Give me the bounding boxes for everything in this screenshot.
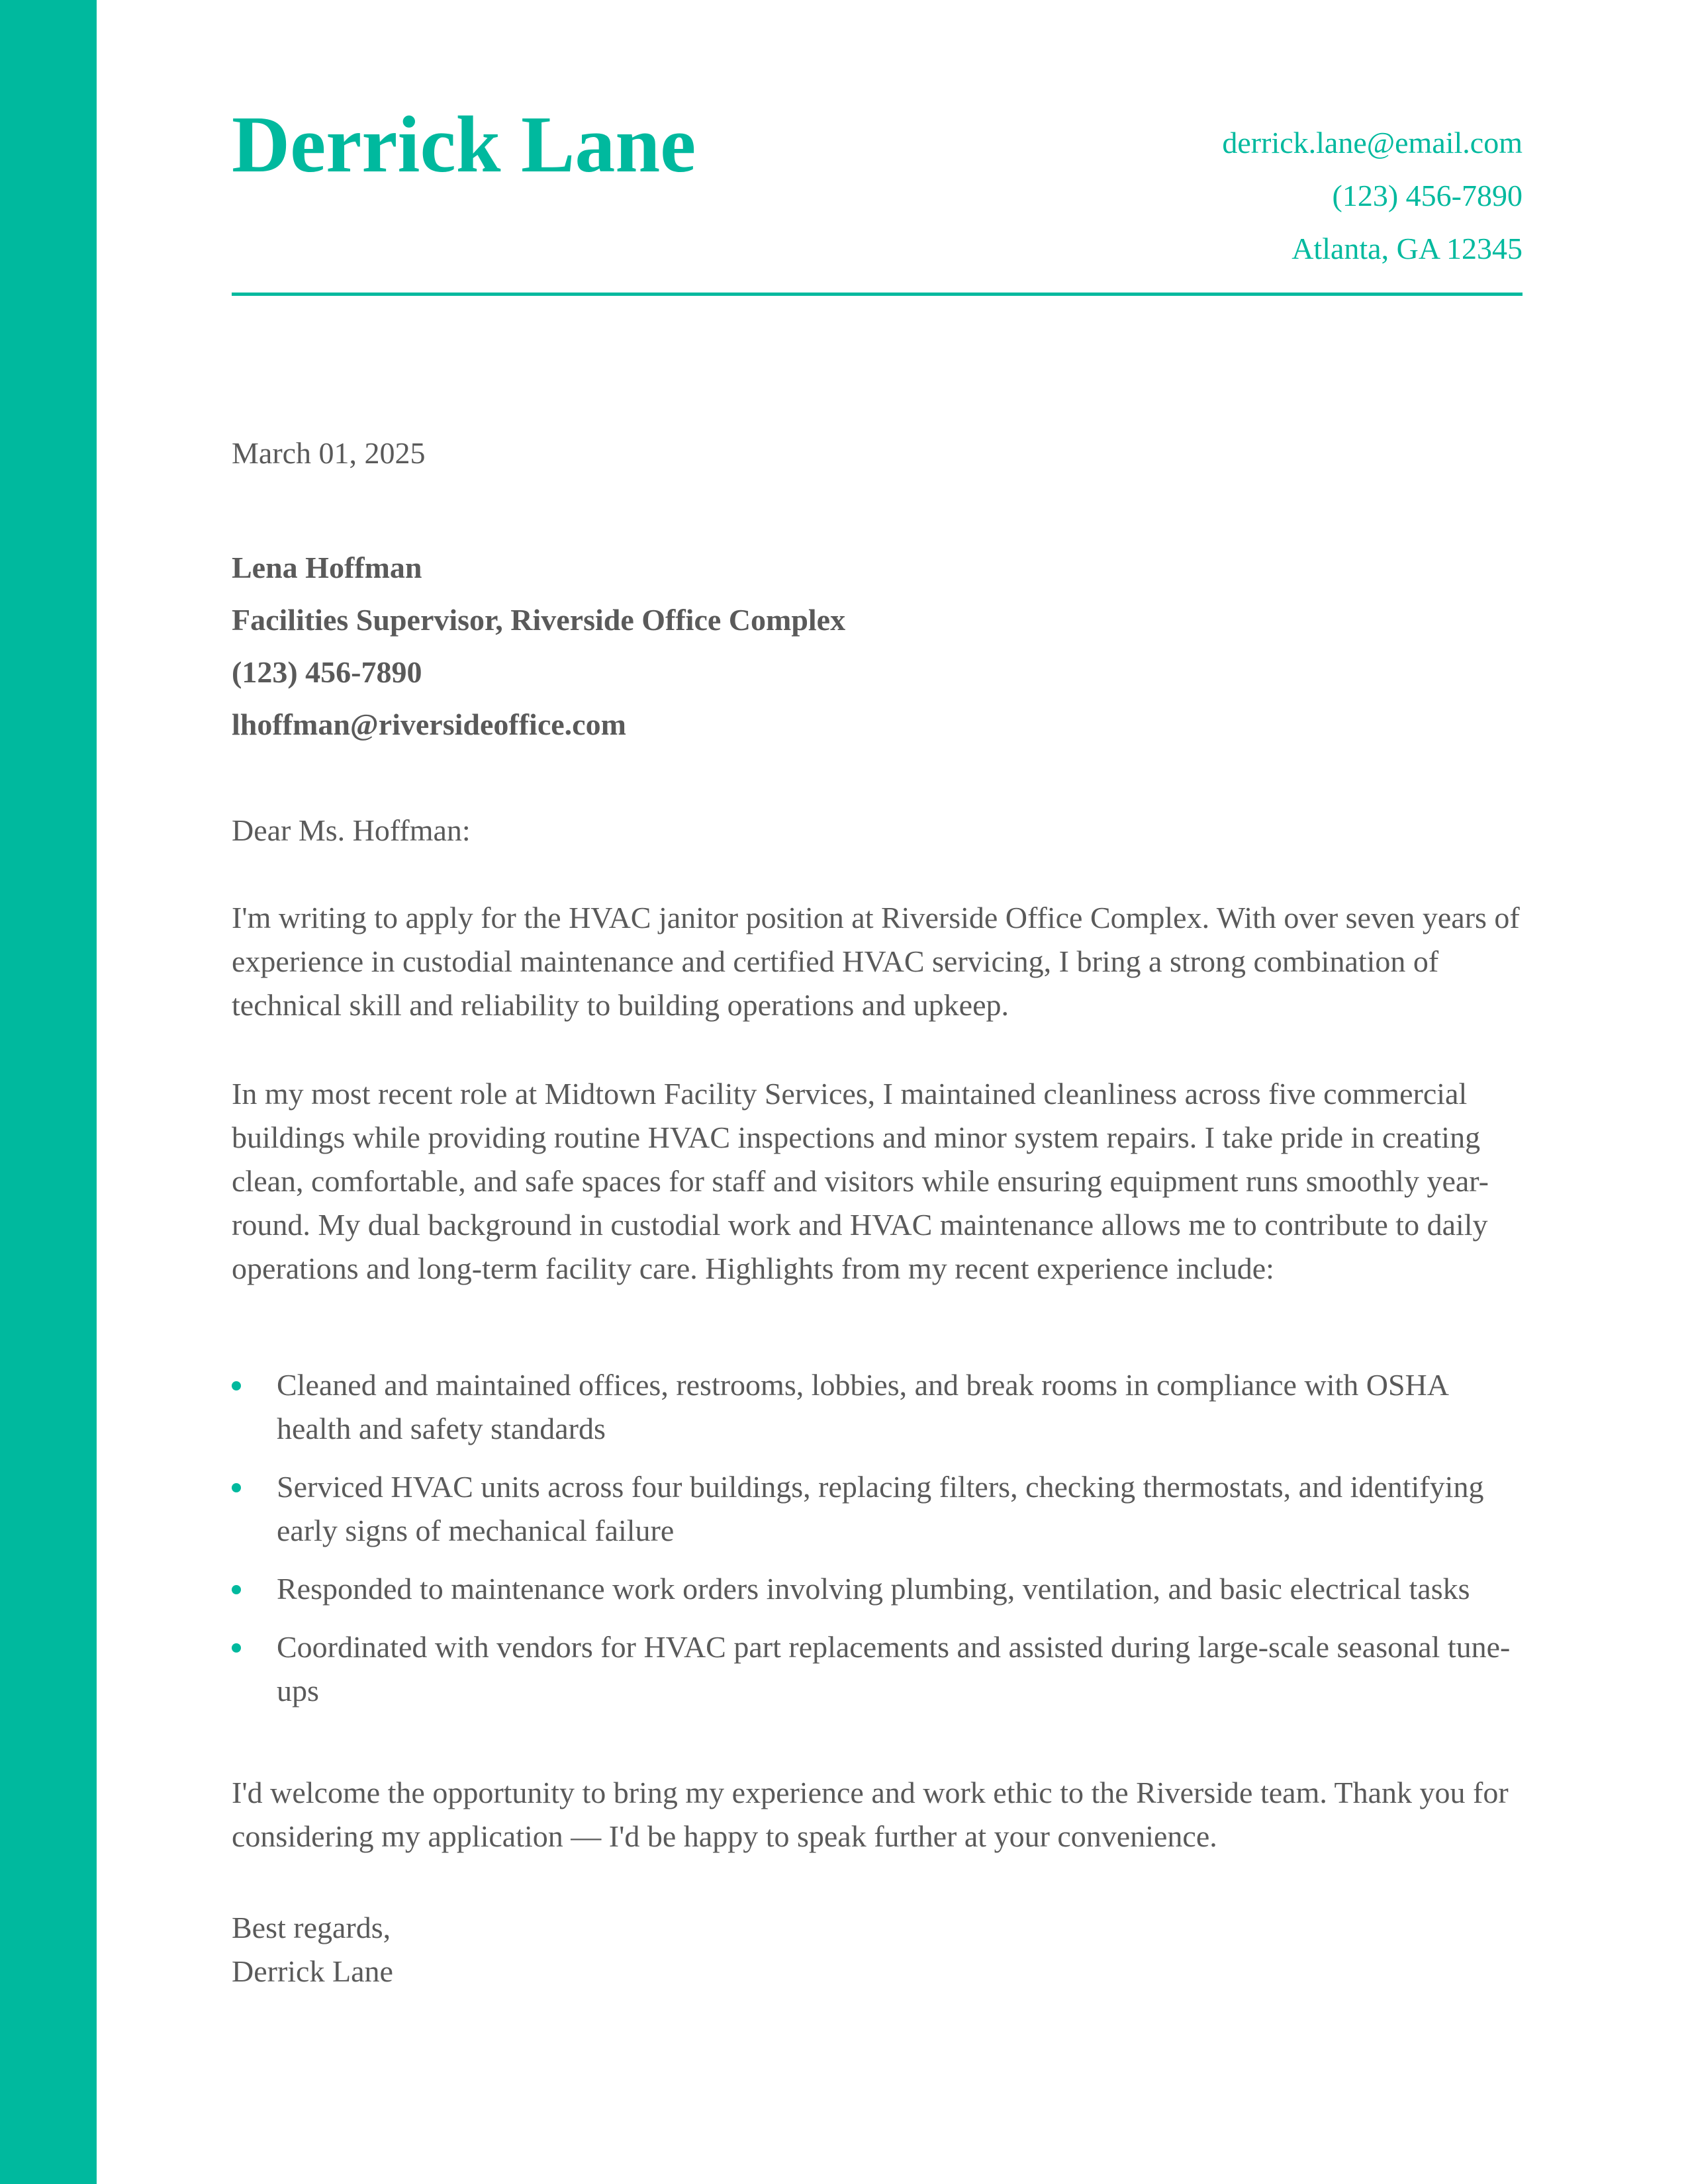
body-paragraph-closing: I'd welcome the opportunity to bring my experience and work ethic to the Riverside team. Thank you for considering my application — I'd be happy to speak further at your convenience.: [232, 1776, 1509, 1853]
body-paragraph-experience: In my most recent role at Midtown Facility Services, I maintained cleanliness across five commercial buildings while providing routine HVAC inspections and minor system repairs. I take pride in creating clean, comfortable, and safe spaces for staff and visitors while ensuring equipment runs smoothly year-round. My dual background in custodial work and HVAC maintenance allows me to contribute to daily operations and long-term facility care. Highlights from my recent experience include:: [232, 1077, 1489, 1285]
bullet-dot-icon: [232, 1643, 241, 1653]
bullet-dot-icon: [232, 1585, 241, 1594]
sender-phone: (123) 456-7890: [1332, 179, 1523, 212]
recipient-block: [232, 541, 845, 751]
sender-location: Atlanta, GA 12345: [1291, 232, 1523, 265]
salutation: Dear Ms. Hoffman:: [232, 813, 471, 847]
accent-sidebar: [0, 0, 97, 2184]
list-item-text: Responded to maintenance work orders involving plumbing, ventilation, and basic electrical tasks: [277, 1572, 1470, 1606]
letter-date: March 01, 2025: [232, 436, 426, 470]
header-divider: [232, 293, 1523, 296]
bullet-dot-icon: [232, 1483, 241, 1492]
sender-contact-block: [1222, 116, 1523, 275]
recipient-name: Lena Hoffman: [232, 551, 422, 584]
recipient-phone: (123) 456-7890: [232, 655, 422, 689]
signature-name: Derrick Lane: [232, 1954, 393, 1988]
list-item-text: Coordinated with vendors for HVAC part replacements and assisted during large-scale seasonal tune-ups: [277, 1630, 1511, 1707]
sender-email: derrick.lane@email.com: [1222, 126, 1523, 159]
list-item: [232, 1465, 1523, 1553]
highlights-list: [232, 1363, 1523, 1727]
list-item: [232, 1625, 1523, 1713]
signoff-phrase: Best regards,: [232, 1911, 391, 1944]
list-item: [232, 1363, 1523, 1451]
signoff-block: [232, 1906, 393, 1993]
list-item-text: Cleaned and maintained offices, restrooms, lobbies, and break rooms in compliance with OSHA health and safety standards: [277, 1368, 1448, 1445]
list-item-text: Serviced HVAC units across four buildings, replacing filters, checking thermostats, and identifying early signs of mechanical failure: [277, 1470, 1484, 1547]
body-paragraph-intro: I'm writing to apply for the HVAC janitor position at Riverside Office Complex. With over seven years of experience in custodial maintenance and certified HVAC servicing, I bring a strong combination of technical skill and reliability to building operations and upkeep.: [232, 901, 1520, 1022]
recipient-email: lhoffman@riversideoffice.com: [232, 707, 626, 741]
list-item: [232, 1567, 1523, 1611]
bullet-dot-icon: [232, 1381, 241, 1390]
recipient-title: Facilities Supervisor, Riverside Office Complex: [232, 603, 846, 637]
sender-name: Derrick Lane: [232, 100, 696, 189]
